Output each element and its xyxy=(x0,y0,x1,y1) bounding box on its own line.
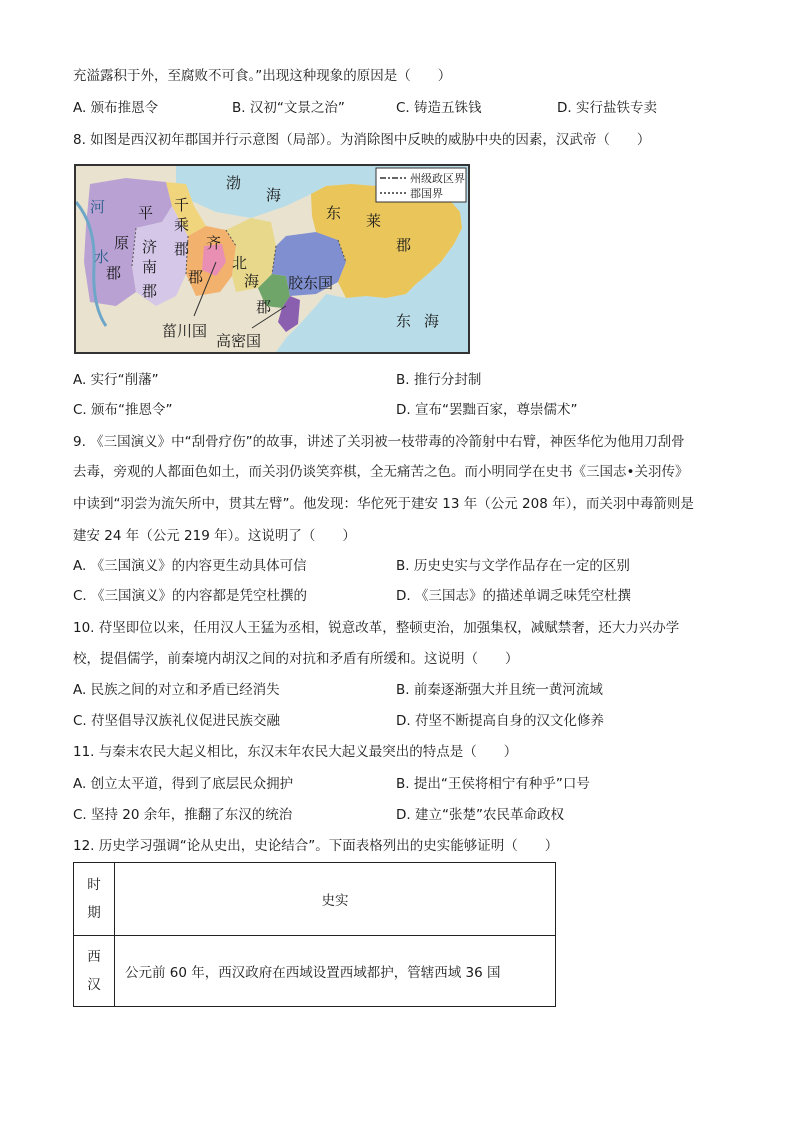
q7-stem: 充溢露积于外，至腐败不可食。”出现这种现象的原因是（ ） xyxy=(73,68,452,84)
table-row xyxy=(74,936,556,1007)
label-beihai-3: 郡 xyxy=(256,298,272,316)
cell-period-2: 汉 xyxy=(87,977,101,993)
label-donglai-2: 莱 xyxy=(366,212,382,230)
q10-option-c[interactable]: C. 苻坚倡导汉族礼仪促进民族交融 xyxy=(73,713,281,729)
legend-state-label: 州级政区界 xyxy=(410,172,465,185)
q9-option-c[interactable]: C. 《三国演义》的内容都是凭空杜撰的 xyxy=(73,588,308,604)
header-period-1: 时 xyxy=(87,877,101,893)
q11-option-b[interactable]: B. 提出“王侯将相宁有种乎”口号 xyxy=(396,776,590,792)
q8-option-b[interactable]: B. 推行分封制 xyxy=(396,372,482,388)
label-donghai-1: 东 xyxy=(396,312,412,330)
q11-stem: 11. 与秦末农民大起义相比，东汉末年农民大起义最突出的特点是（ ） xyxy=(73,744,518,760)
q9-line-1: 9. 《三国演义》中“刮骨疗伤”的故事，讲述了关羽被一枝带毒的冷箭射中右臂，神医华佗为他用刀刮骨 xyxy=(73,434,685,450)
q8-option-c[interactable]: C. 颁布“推恩令” xyxy=(73,402,173,418)
label-gaomi: 高密国 xyxy=(216,332,262,350)
map-figure xyxy=(76,166,468,352)
label-pingyuan-1: 平 xyxy=(138,204,154,222)
q10-option-d[interactable]: D. 苻坚不断提高自身的汉文化修养 xyxy=(396,713,604,729)
label-qiancheng-2: 乘 xyxy=(174,216,190,234)
label-jiaodong: 胶东国 xyxy=(288,274,334,292)
q9-line-4: 建安 24 年（公元 219 年）。这说明了（ ） xyxy=(73,528,356,544)
label-pingyuan-3: 郡 xyxy=(106,264,122,282)
cell-fact: 公元前 60 年，西汉政府在西域设置西域都护，管辖西域 36 国 xyxy=(115,936,556,1007)
q11-option-c[interactable]: C. 坚持 20 余年，推翻了东汉的统治 xyxy=(73,807,293,823)
header-facts: 史实 xyxy=(115,863,556,936)
q10-line-2: 校，提倡儒学，前秦境内胡汉之间的对抗和矛盾有所缓和。这说明（ ） xyxy=(73,651,519,667)
q8-stem: 8. 如图是西汉初年郡国并行示意图（局部）。为消除图中反映的威胁中央的因素，汉武帝（ ） xyxy=(73,132,651,148)
label-qiancheng-3: 郡 xyxy=(174,240,190,258)
q7-option-b[interactable]: B. 汉初“文景之治” xyxy=(232,100,345,116)
legend-county-label: 郡国界 xyxy=(410,187,443,200)
q8-option-d[interactable]: D. 宣布“罢黜百家，尊崇儒术” xyxy=(396,402,578,418)
label-donghai-2: 海 xyxy=(424,312,440,330)
label-qi-2: 郡 xyxy=(188,268,204,286)
label-he: 河 xyxy=(90,198,106,216)
q7-option-d[interactable]: D. 实行盐铁专卖 xyxy=(557,100,657,116)
q9-option-d[interactable]: D. 《三国志》的描述单调乏味凭空杜撰 xyxy=(396,588,631,604)
cell-period-1: 西 xyxy=(87,949,101,965)
label-beihai-2: 海 xyxy=(244,272,260,290)
label-bohai-2: 海 xyxy=(266,186,282,204)
q11-option-a[interactable]: A. 创立太平道，得到了底层民众拥护 xyxy=(73,776,294,792)
label-qi-1: 齐 xyxy=(206,234,222,252)
q7-option-a[interactable]: A. 颁布推恩令 xyxy=(73,100,159,116)
q11-option-d[interactable]: D. 建立“张楚”农民革命政权 xyxy=(396,807,564,823)
label-zichuan: 菑川国 xyxy=(162,322,208,340)
label-jinan-1: 济 xyxy=(142,238,158,256)
q8-option-a[interactable]: A. 实行“削藩” xyxy=(73,372,159,388)
q12-table xyxy=(73,862,556,1007)
q10-line-1: 10. 苻坚即位以来，任用汉人王猛为丞相，锐意改革，整顿吏治，加强集权，减赋禁奢，还大力兴办学 xyxy=(73,620,680,636)
table-header-row xyxy=(74,863,556,936)
q10-option-b[interactable]: B. 前秦逐渐强大并且统一黄河流域 xyxy=(396,682,603,698)
q8-map xyxy=(74,164,470,354)
label-donglai-3: 郡 xyxy=(396,236,412,254)
q9-option-a[interactable]: A. 《三国演义》的内容更生动具体可信 xyxy=(73,558,307,574)
label-qiancheng-1: 千 xyxy=(174,196,190,214)
q9-line-3: 中读到“羽尝为流矢所中，贯其左臂”。他发现：华佗死于建安 13 年（公元 208 年），而关羽中毒箭则是 xyxy=(73,496,694,512)
q7-option-c[interactable]: C. 铸造五铢钱 xyxy=(396,100,482,116)
header-period xyxy=(74,863,115,936)
q10-option-a[interactable]: A. 民族之间的对立和矛盾已经消失 xyxy=(73,682,280,698)
q9-option-b[interactable]: B. 历史史实与文学作品存在一定的区别 xyxy=(396,558,630,574)
q9-line-2: 去毒，旁观的人都面色如土，而关羽仍谈笑弈棋，全无痛苦之色。而小明同学在史书《三国志•关羽传》 xyxy=(73,464,689,480)
label-jinan-2: 南 xyxy=(142,258,158,276)
label-jinan-3: 郡 xyxy=(142,282,158,300)
label-beihai-1: 北 xyxy=(232,254,248,272)
label-bohai-1: 渤 xyxy=(226,174,242,192)
label-pingyuan-2: 原 xyxy=(114,234,130,252)
cell-period xyxy=(74,936,115,1007)
label-shui: 水 xyxy=(94,248,110,266)
label-donglai-1: 东 xyxy=(326,204,342,222)
q12-stem: 12. 历史学习强调“论从史出，史论结合”。下面表格列出的史实能够证明（ ） xyxy=(73,838,559,854)
header-period-2: 期 xyxy=(87,905,101,921)
